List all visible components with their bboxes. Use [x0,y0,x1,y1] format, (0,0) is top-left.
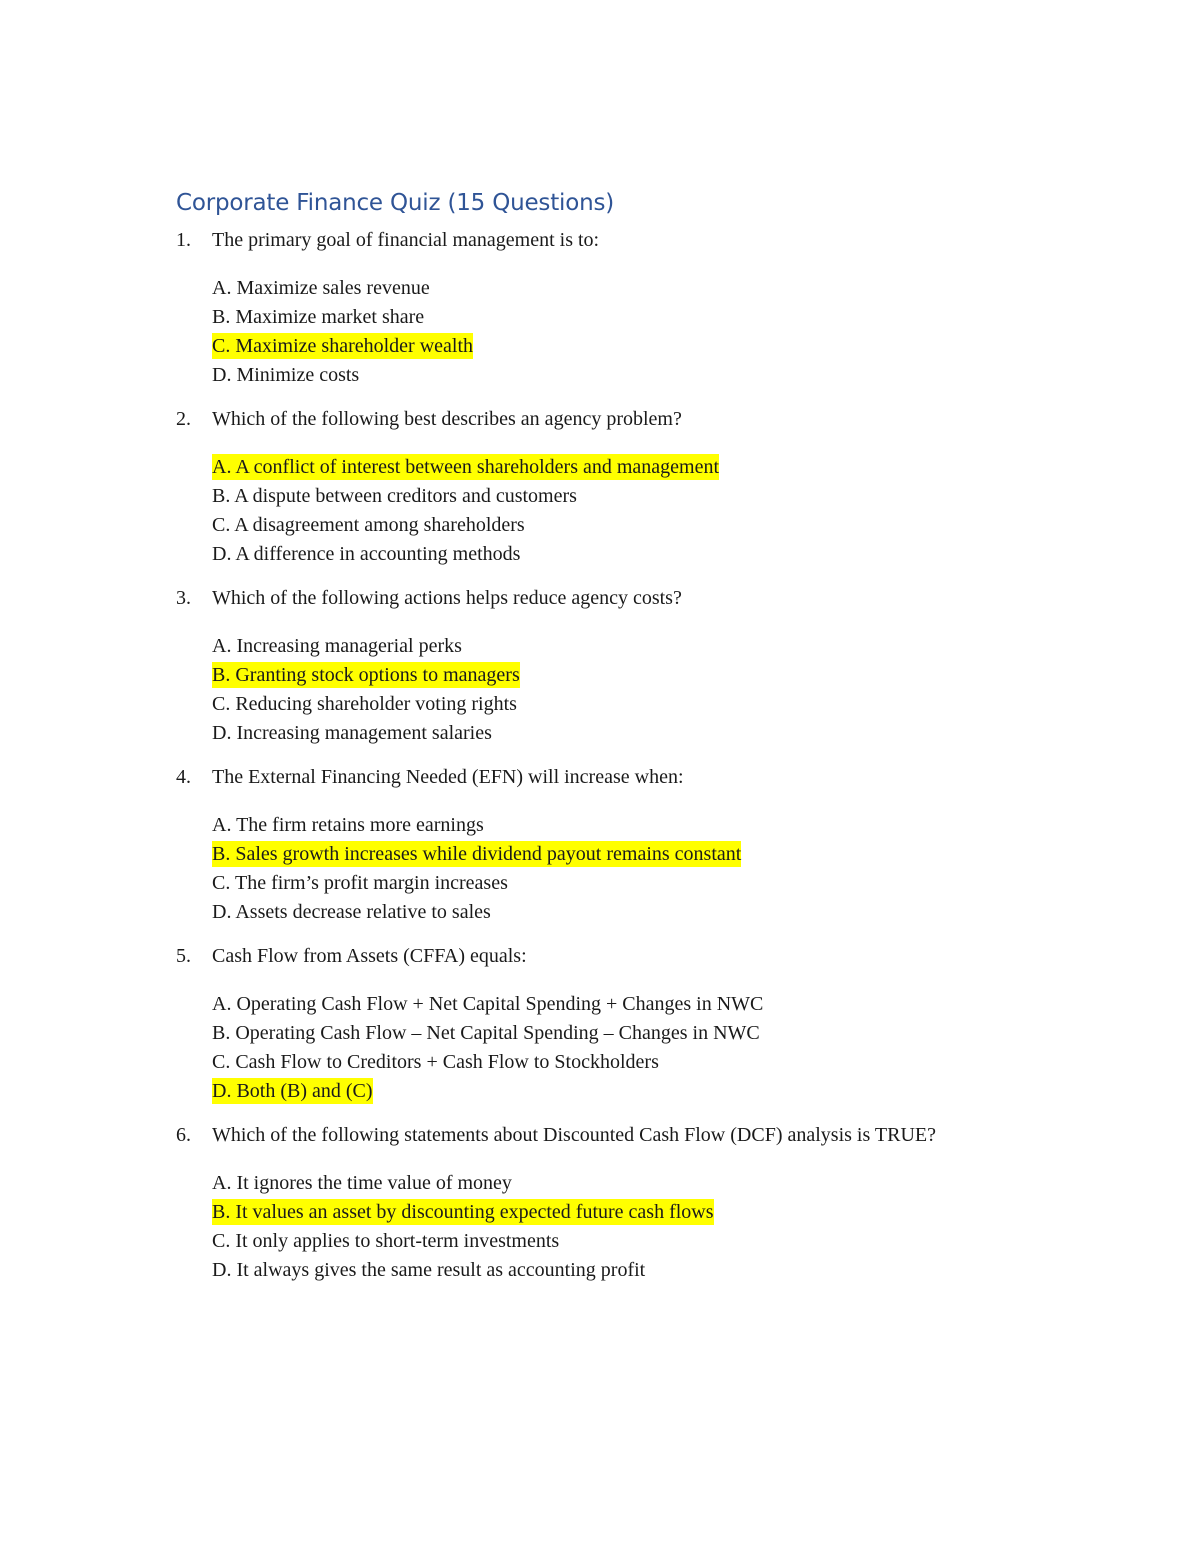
answer-option [212,898,1136,927]
question-3 [176,584,1136,748]
highlighted-answer: B. Sales growth increases while dividend payout remains constant [212,843,742,865]
answer-option [212,990,1136,1019]
question-header [176,763,1136,792]
question-text: Cash Flow from Assets (CFFA) equals: [212,945,527,967]
question-text: Which of the following actions helps reduce agency costs? [212,587,682,609]
answer-text: B. A dispute between creditors and customers [212,485,577,507]
answer-option [212,1077,1136,1106]
answer-text: D. Minimize costs [212,364,360,386]
question-6 [176,1121,1136,1285]
answer-option [212,719,1136,748]
answer-option [212,274,1136,303]
answer-option [212,811,1136,840]
question-text: The primary goal of financial management is to: [212,229,600,251]
question-header [176,405,1136,434]
question-4 [176,763,1136,927]
answer-option [212,1019,1136,1048]
question-5 [176,942,1136,1106]
question-header [176,584,1136,613]
question-text: Which of the following statements about Discounted Cash Flow (DCF) analysis is TRUE? [212,1124,936,1146]
question-number: 4. [176,766,191,788]
question-header [176,226,1136,255]
question-header [176,942,1136,971]
answer-option [212,361,1136,390]
answer-option [212,1256,1136,1285]
answer-option [212,869,1136,898]
answer-option [212,632,1136,661]
answer-option [212,1227,1136,1256]
answer-text: A. It ignores the time value of money [212,1172,512,1194]
highlighted-answer: C. Maximize shareholder wealth [212,335,474,357]
answer-text: A. Increasing managerial perks [212,635,462,657]
question-1 [176,226,1136,390]
answer-text: C. Reducing shareholder voting rights [212,693,517,715]
answer-option [212,332,1136,361]
highlighted-answer: A. A conflict of interest between shareholders and management [212,456,720,478]
answer-options [176,632,1136,748]
answer-option [212,303,1136,332]
answer-text: C. It only applies to short-term investments [212,1230,560,1252]
question-number: 6. [176,1124,191,1146]
question-text: Which of the following best describes an agency problem? [212,408,682,430]
answer-option [212,1198,1136,1227]
answer-text: D. Assets decrease relative to sales [212,901,491,923]
answer-options [176,453,1136,569]
question-text: The External Financing Needed (EFN) will increase when: [212,766,684,788]
answer-option [212,540,1136,569]
highlighted-answer: B. It values an asset by discounting expected future cash flows [212,1201,714,1223]
question-number: 5. [176,945,191,967]
question-number: 2. [176,408,191,430]
question-list [176,226,1136,1300]
question-2 [176,405,1136,569]
answer-text: A. Operating Cash Flow + Net Capital Spending + Changes in NWC [212,993,764,1015]
answer-text: C. Cash Flow to Creditors + Cash Flow to Stockholders [212,1051,659,1073]
answer-options [176,1169,1136,1285]
question-number: 3. [176,587,191,609]
answer-text: A. The firm retains more earnings [212,814,484,836]
page-title: Corporate Finance Quiz (15 Questions) [176,190,615,216]
highlighted-answer: D. Both (B) and (C) [212,1080,373,1102]
answer-option [212,840,1136,869]
answer-option [212,1048,1136,1077]
answer-options [176,811,1136,927]
answer-text: D. It always gives the same result as accounting profit [212,1259,646,1281]
answer-option [212,482,1136,511]
question-header [176,1121,1136,1150]
answer-options [176,990,1136,1106]
answer-text: C. The firm’s profit margin increases [212,872,508,894]
answer-option [212,511,1136,540]
answer-text: D. A difference in accounting methods [212,543,521,565]
answer-text: C. A disagreement among shareholders [212,514,525,536]
answer-option [212,453,1136,482]
answer-text: B. Operating Cash Flow – Net Capital Spending – Changes in NWC [212,1022,760,1044]
answer-text: D. Increasing management salaries [212,722,492,744]
answer-option [212,661,1136,690]
highlighted-answer: B. Granting stock options to managers [212,664,520,686]
answer-option [212,690,1136,719]
answer-text: B. Maximize market share [212,306,425,328]
answer-options [176,274,1136,390]
question-number: 1. [176,229,191,251]
answer-text: A. Maximize sales revenue [212,277,430,299]
answer-option [212,1169,1136,1198]
